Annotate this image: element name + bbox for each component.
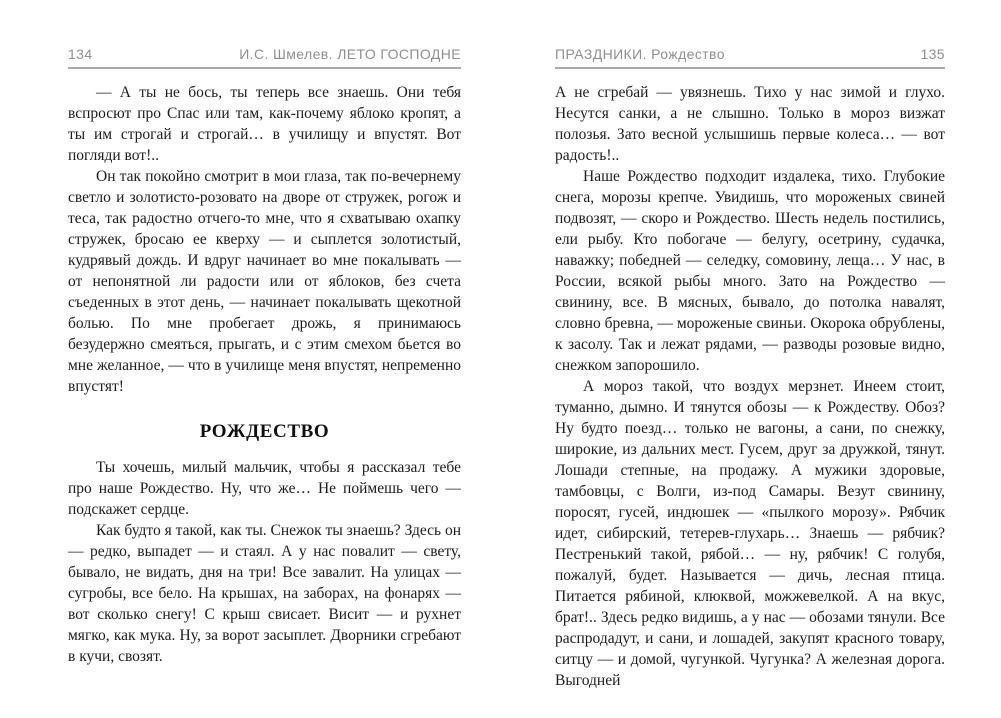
running-head-left [68,46,461,69]
running-head-right [555,46,945,69]
left-page [68,46,461,667]
paragraph: А не сгребай — увязнешь. Тихо у нас зимой и глухо. Несутся санки, а не слышно. Только в мороз визжат полозья. Зато весной услышишь первые колеса… — вот радость!.. [555,84,945,164]
paragraph: — А ты не бось, ты теперь все знаешь. Они тебя вспросют про Спас или там, как-почему яблоко кропят, а ты им строгай и строгай… в училищу и впустят. Вот погляди вот!.. [68,84,461,164]
body-text-left [68,82,461,667]
paragraph: Наше Рождество подходит издалека, тихо. Глубокие снега, морозы крепче. Увидишь, что мороженых свиней подвозят, — скоро и Рождество. Шесть недель постились, ели рыбу. Кто побогаче — белугу, осетрину, судачка, наважку; победней — селедку, сомовину, леща… У нас, в России, всякой рыбы много. Зато на Рождество — свинину, все. В мясных, бывало, до потолка навалят, словно бревна, — мороженые свиньи. Окорока обрублены, к засолу. Так и лежат рядами, — разводы розовые видно, снежком запорошило. [555,168,945,374]
running-title-left: И.С. Шмелев. ЛЕТО ГОСПОДНЕ [239,46,461,62]
page-number-left: 134 [68,46,93,62]
paragraph: Как будто я такой, как ты. Снежок ты знаешь? Здесь он — редко, выпадет — и стаял. А у нас повалит — свету, бывало, не видать, дня на три! Все завалит. На улицах — сугробы, все бело. На крышах, на заборах, на фонарях — вот сколько снегу! С крыш свисает. Висит — и рухнет мягко, как мука. Ну, за ворот засыплет. Дворники сгребают в кучи, свозят. [68,522,461,665]
right-page [555,46,945,691]
paragraph: Он так покойно смотрит в мои глаза, так по-вечернему светло и золотисто-розовато на дворе от стружек, рогож и теса, так радостно отчего-то мне, что я схватываю охапку стружек, бросаю ее кверху — и сыплется золотистый, кудрявый дождь. И вдруг начинает во мне покалывать — от непонятной ли радости или от яблоков, без счета съеденных в этот день, — начинает покалывать щекотной болью. По мне пробегает дрожь, я принимаюсь безудержно смеяться, прыгать, и с этим смехом бьется во мне желанное, — что в училище меня впустят, непременно впустят! [68,168,461,395]
chapter-heading: РОЖДЕСТВО [199,421,330,442]
paragraph: А мороз такой, что воздух мерзнет. Инеем стоит, туманно, дымно. И тянутся обозы — к Рождеству. Обоз? Ну будто поезд… только не вагоны, а сани, по снежку, широкие, из дальних мест. Гусем, друг за дружкой, тянут. Лошади степные, на продажу. А мужики здоровые, тамбовцы, с Волги, из-под Самары. Везут свинину, поросят, гусей, индюшек — «пылкого морозу». Рябчик идет, сибирский, тетерев-глухарь… Знаешь — рябчик? Пестренький такой, рябой… — ну, рябчик! С голубя, пожалуй, будет. Называется — дичь, лесная птица. Питается рябиной, клюквой, можжевелкой. А на вкус, брат!.. Здесь редко видишь, а у нас — обозами тянули. Все распродадут, и сани, и лошадей, закупят красного товару, ситцу — и домой, чугункой. Чугунка? А железная дорога. Выгодней [555,378,945,689]
page-number-right: 135 [920,46,945,62]
paragraph: Ты хочешь, милый мальчик, чтобы я рассказал тебе про наше Рождество. Ну, что же… Не поймешь чего — подскажет сердце. [68,459,461,518]
running-title-right: ПРАЗДНИКИ. Рождество [555,46,725,62]
body-text-right [555,82,945,691]
